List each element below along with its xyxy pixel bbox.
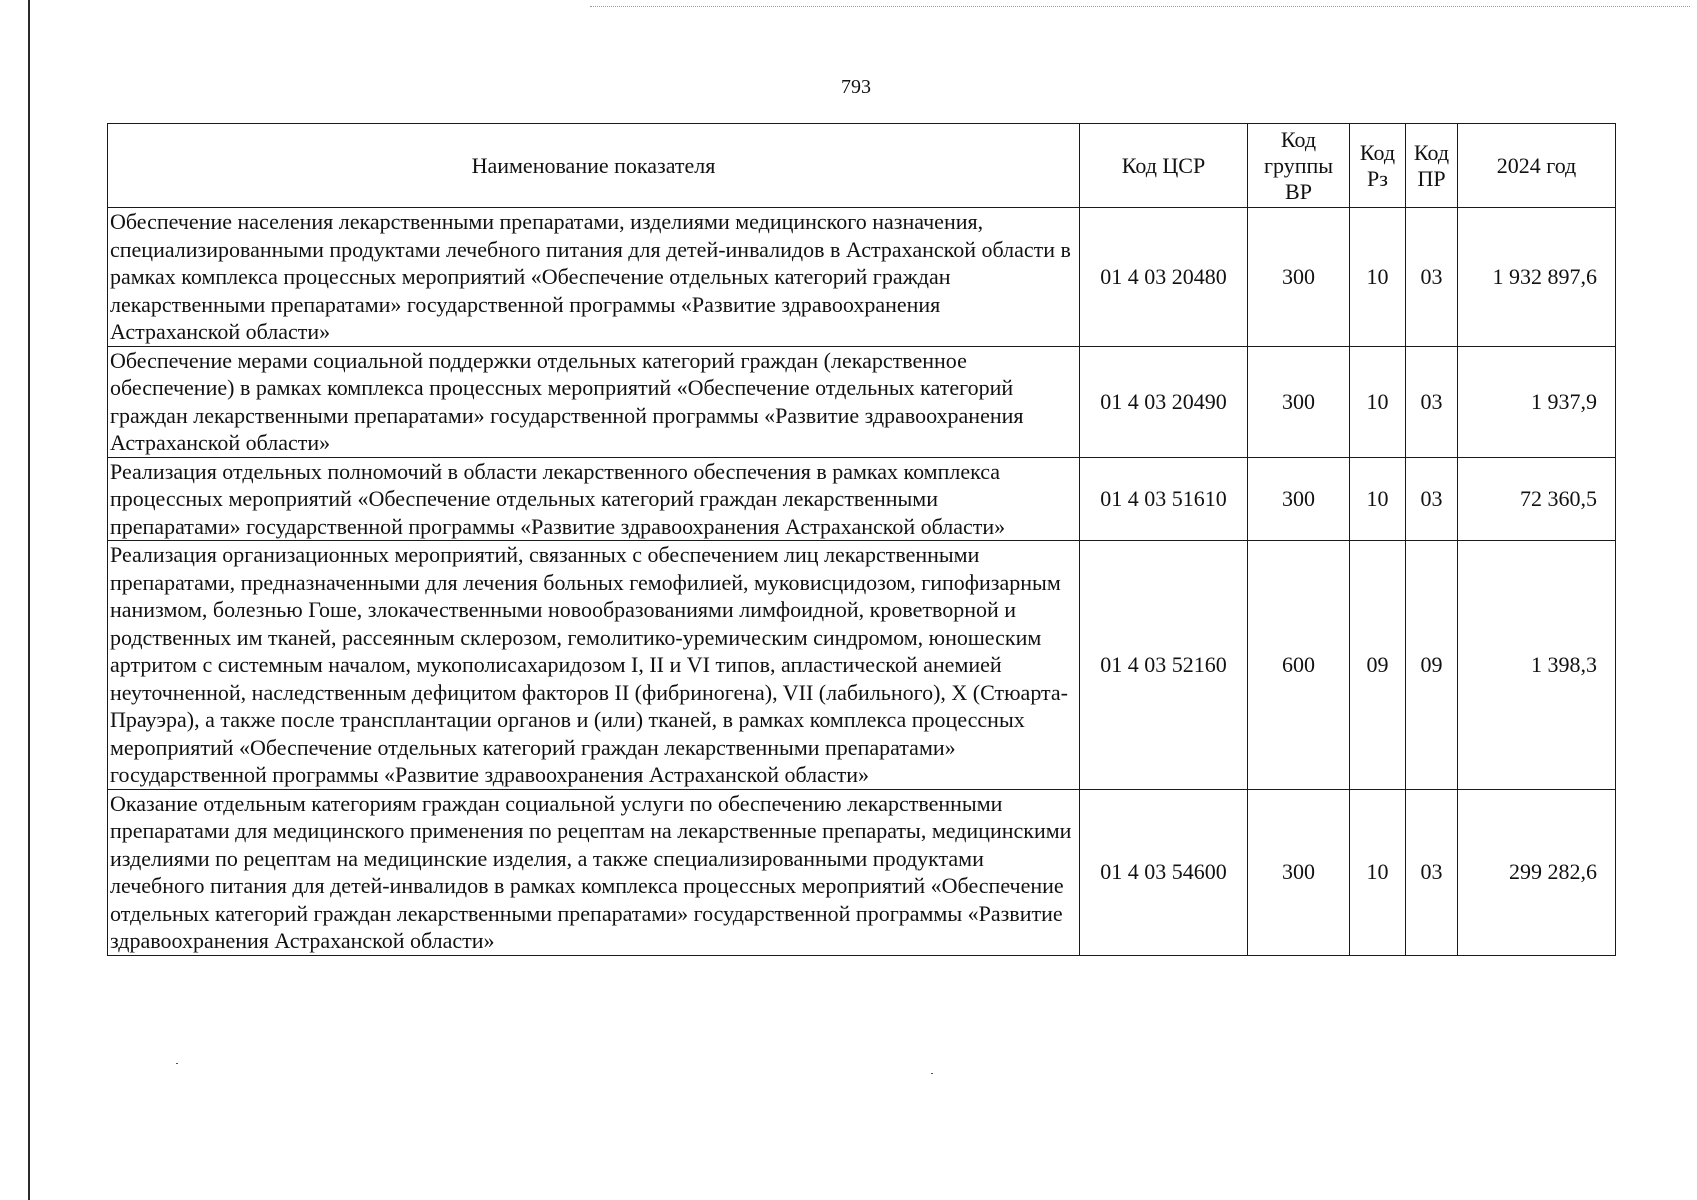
header-csr-code: Код ЦСР <box>1080 124 1248 208</box>
table-row <box>108 208 1616 347</box>
budget-table <box>107 123 1616 956</box>
row-csr-code: 01 4 03 20480 <box>1080 208 1248 347</box>
row-rz-code: 10 <box>1350 208 1406 347</box>
table-row <box>108 346 1616 457</box>
header-vr-code: Код группы ВР <box>1248 124 1350 208</box>
header-rz-code: Код Рз <box>1350 124 1406 208</box>
row-vr-code: 300 <box>1248 346 1350 457</box>
row-vr-code: 600 <box>1248 541 1350 790</box>
row-csr-code: 01 4 03 52160 <box>1080 541 1248 790</box>
row-vr-code: 300 <box>1248 457 1350 541</box>
row-rz-code: 10 <box>1350 346 1406 457</box>
table-row <box>108 789 1616 955</box>
row-csr-code: 01 4 03 51610 <box>1080 457 1248 541</box>
page-number: 793 <box>841 76 871 98</box>
row-rz-code: 10 <box>1350 457 1406 541</box>
row-indicator-name: Обеспечение мерами социальной поддержки отдельных категорий граждан (лекарственное обеспечение) в рамках комплекса процессных мероприятий «Обеспечение отдельных категорий граждан лекарственными препаратами» государственной программы «Развитие здравоохранения Астраханской области» <box>108 346 1080 457</box>
row-pr-code: 03 <box>1406 457 1458 541</box>
row-indicator-name: Обеспечение населения лекарственными препаратами, изделиями медицинского назначения, специализированными продуктами лечебного питания для детей-инвалидов в Астраханской области в рамках комплекса процессных мероприятий «Обеспечение отдельных категорий граждан лекарственными препаратами» государственной программы «Развитие здравоохранения Астраханской области» <box>108 208 1080 347</box>
row-vr-code: 300 <box>1248 208 1350 347</box>
table-header-row <box>108 124 1616 208</box>
row-amount: 1 937,9 <box>1458 346 1616 457</box>
table-row <box>108 457 1616 541</box>
row-pr-code: 09 <box>1406 541 1458 790</box>
row-pr-code: 03 <box>1406 208 1458 347</box>
header-year-2024: 2024 год <box>1458 124 1616 208</box>
row-indicator-name: Реализация организационных мероприятий, связанных с обеспечением лиц лекарственными препаратами, предназначенными для лечения больных гемофилией, муковисцидозом, гипофизарным нанизмом, болезнью Гоше, злокачественными новообразованиями лимфоидной, кроветворной и родственных им тканей, рассеянным склерозом, гемолитико-уремическим синдромом, юношеским артритом с системным началом, мукополисахаридозом I, II и VI типов, апластической анемией неуточненной, наследственным дефицитом факторов II (фибриногена), VII (лабильного), X (Стюарта-Прауэра), а также после трансплантации органов и (или) тканей, в рамках комплекса процессных мероприятий «Обеспечение отдельных категорий граждан лекарственными препаратами» государственной программы «Развитие здравоохранения Астраханской области» <box>108 541 1080 790</box>
scan-edge-line <box>590 6 1690 8</box>
row-csr-code: 01 4 03 54600 <box>1080 789 1248 955</box>
row-indicator-name: Реализация отдельных полномочий в области лекарственного обеспечения в рамках комплекса процессных мероприятий «Обеспечение отдельных категорий граждан лекарственными препаратами» государственной программы «Развитие здравоохранения Астраханской области» <box>108 457 1080 541</box>
row-amount: 1 932 897,6 <box>1458 208 1616 347</box>
row-vr-code: 300 <box>1248 789 1350 955</box>
header-pr-code: Код ПР <box>1406 124 1458 208</box>
row-pr-code: 03 <box>1406 789 1458 955</box>
row-rz-code: 10 <box>1350 789 1406 955</box>
header-indicator-name: Наименование показателя <box>108 124 1080 208</box>
scan-speck <box>176 1063 178 1064</box>
row-csr-code: 01 4 03 20490 <box>1080 346 1248 457</box>
scan-speck <box>931 1073 933 1074</box>
binding-margin-line <box>28 0 30 1200</box>
table-row <box>108 541 1616 790</box>
row-pr-code: 03 <box>1406 346 1458 457</box>
row-amount: 1 398,3 <box>1458 541 1616 790</box>
row-amount: 72 360,5 <box>1458 457 1616 541</box>
row-rz-code: 09 <box>1350 541 1406 790</box>
row-amount: 299 282,6 <box>1458 789 1616 955</box>
row-indicator-name: Оказание отдельным категориям граждан социальной услуги по обеспечению лекарственными препаратами для медицинского применения по рецептам на лекарственные препараты, медицинскими изделиями по рецептам на медицинские изделия, а также специализированными продуктами лечебного питания для детей-инвалидов в рамках комплекса процессных мероприятий «Обеспечение отдельных категорий граждан лекарственными препаратами» государственной программы «Развитие здравоохранения Астраханской области» <box>108 789 1080 955</box>
